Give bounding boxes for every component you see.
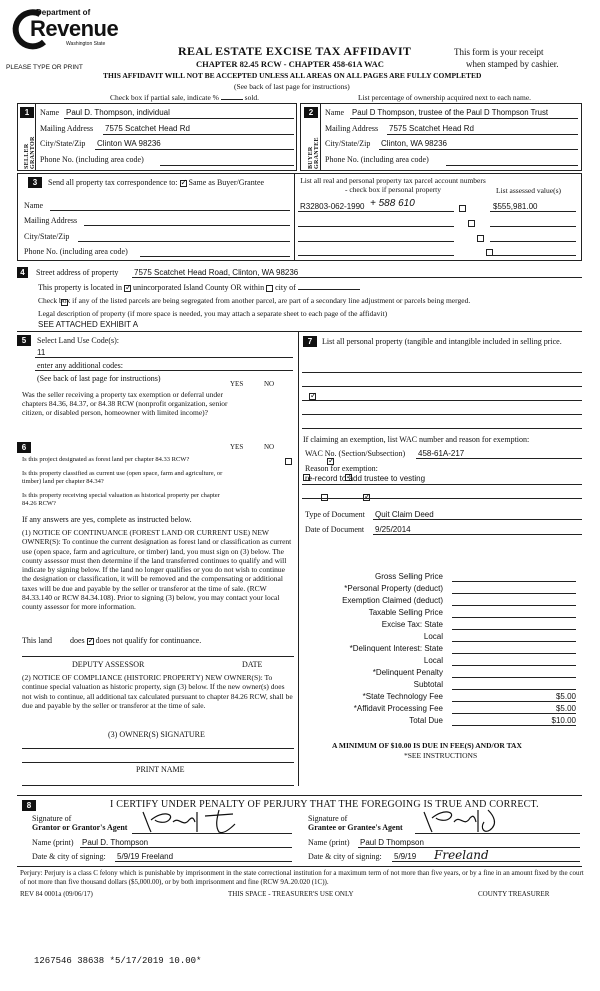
fee-row [300,620,588,631]
grantor-sig-label1: Signature of [32,814,72,823]
grantor-name-label: Name (print) [32,838,74,847]
seller-city-state-zip[interactable]: Clinton WA 98236 [97,139,161,148]
receipt-note-2: when stamped by cashier. [466,59,559,69]
s6-question-3: Is this property receiving special valuation as historical property per chapter 84.26 RCW? [22,492,220,507]
fee-value[interactable] [452,644,576,654]
additional-codes-label: enter any additional codes: [37,361,123,370]
section-8-number: 8 [22,800,36,811]
s1-phone-label: Phone No. (including area code) [40,155,144,164]
section-5-number: 5 [17,335,31,346]
fee-row [300,608,588,619]
grantor-signature[interactable] [135,808,245,834]
receipt-note-1: This form is your receipt [454,47,544,57]
logo-line3: Washington State [66,41,106,47]
assessed-value-1[interactable]: $555,981.00 [493,202,538,211]
warning-text: THIS AFFIDAVIT WILL NOT BE ACCEPTED UNLESS ALL AREAS ON ALL PAGES ARE FULLY COMPLETED [103,71,482,80]
grantee-city-handwritten: Freeland [434,848,489,862]
s5-yes-header: YES [230,380,244,388]
fee-label: Local [423,656,443,665]
parcel-header: List all real and personal property tax parcel account numbers - check box if personal property [300,176,486,194]
same-as-buyer-text: Same as Buyer/Grantee [188,178,265,187]
ownership-note: List percentage of ownership acquired next to each name. [358,93,532,102]
personal-property-checkbox-3[interactable] [477,235,484,242]
reason-label: Reason for exemption: [305,464,378,473]
doc-type-label: Type of Document [305,510,365,519]
grantor-print-name[interactable]: Paul D. Thompson [82,838,149,847]
city-of-blank[interactable] [298,289,360,290]
section-6-number: 6 [17,442,31,453]
located-text-b: unincorporated Island County OR within [132,283,265,292]
section-7-number: 7 [303,336,317,347]
street-label: Street address of property [36,268,119,277]
land-use-code[interactable]: 11 [37,348,46,357]
grantor-sig-label2: Grantor or Grantor's Agent [32,823,128,832]
fee-value[interactable]: $5.00 [452,704,576,714]
s6-yes-header: YES [230,443,244,451]
s5-no-header: NO [264,380,275,388]
please-type: PLEASE TYPE OR PRINT [6,64,83,71]
personal-property-checkbox-2[interactable] [468,220,475,227]
fee-row [300,644,588,655]
form-title: REAL ESTATE EXCISE TAX AFFIDAVIT [178,44,412,58]
grantee-sig-label1: Signature of [308,814,348,823]
fee-value[interactable] [452,572,576,582]
s2-name-label: Name [325,108,345,117]
parcel-number-1[interactable]: R32803-062-1990 [300,202,365,211]
doc-date-label: Date of Document [305,525,365,534]
certify-statement: I CERTIFY UNDER PENALTY OF PERJURY THAT THE FOREGOING IS TRUE AND CORRECT. [110,799,539,810]
fee-value[interactable]: $10.00 [452,716,576,726]
section-4-number: 4 [17,267,28,278]
print-name-label: PRINT NAME [136,765,185,774]
grantee-name-label: Name (print) [308,838,350,847]
county-treasurer: COUNTY TREASURER [478,890,550,898]
buyer-city-state-zip[interactable]: Clinton, WA 98236 [381,139,447,148]
buyer-name[interactable]: Paul D Thompson, trustee of the Paul D Thompson Trust [352,108,549,117]
fee-label: *State Technology Fee [362,692,443,701]
seller-grantor-label: SELLER GRANTOR [24,136,36,169]
partial-sale-text: Check box if partial sale, indicate % [110,93,219,102]
segregated-text: Check box if any of the listed parcels are being segregated from another parcel, are part of a secondary line adjustment or parcels being merged. [38,296,471,305]
grantee-sig-label2: Grantee or Grantee's Agent [308,823,403,832]
within-city-checkbox[interactable] [266,285,273,292]
fee-value[interactable] [452,620,576,630]
fee-row [300,668,588,679]
partial-sale-label [110,93,259,102]
recording-stamp: 1267546 38638 *5/17/2019 10.00* [34,956,202,966]
exemption-claim-label: If claiming an exemption, list WAC number and reason for exemption: [303,435,530,444]
fee-value[interactable] [452,596,576,606]
fee-row [300,596,588,607]
fee-value[interactable] [452,668,576,678]
fee-row [300,656,588,667]
section-3-number: 3 [28,177,42,188]
grantee-print-name[interactable]: Paul D Thompson [360,838,424,847]
send-correspondence-label [48,178,264,187]
section-2-number: 2 [304,107,318,118]
located-line [38,283,360,292]
partial-sale-blank[interactable] [221,99,243,100]
fee-label: *Delinquent Penalty [372,668,443,677]
parcel-handwritten-note: + 588 610 [370,198,415,209]
minimum-due: A MINIMUM OF $10.00 IS DUE IN FEE(S) AND/OR TAX [332,741,522,750]
dor-logo [8,6,118,66]
grantor-date-label: Date & city of signing: [32,852,106,861]
form-subtitle: CHAPTER 82.45 RCW - CHAPTER 458-61A WAC [196,59,384,69]
this-land-text: This land [22,636,52,645]
logo-line1: Department of [36,8,91,17]
personal-property-label: List all personal property (tangible and intangible included in selling price. [322,337,562,346]
fee-row [300,680,588,691]
continuance-line [22,636,201,645]
perjury-notice: Perjury: Perjury is a class C felony which is punishable by imprisonment in the state correctional institution for a maximum term of not more than five years, or by a fine in an amount fixed by the court of not more than five thousand dollars ($5,000.00), or by both imprisonment and fine (RCW 9A.20.020 (1C)). [20,869,584,886]
fee-value[interactable] [452,680,576,690]
seller-mailing-address[interactable]: 7575 Scatchet Head Rd [105,124,190,133]
fee-value[interactable] [452,584,576,594]
s2-city-label: City/State/Zip [325,139,371,148]
grantor-date-city[interactable]: 5/9/19 Freeland [117,852,174,861]
located-text-a: This property is located in [38,283,122,292]
fee-label: Local [423,632,443,641]
exemption-question: Was the seller receiving a property tax exemption or deferral under chapters 84.36, 84.37, or 84.38 RCW (nonprofit organization, senior citizen, or disabled person, homeowner with limited income)? [22,390,228,417]
fee-row [300,692,588,703]
s1-mailing-label: Mailing Address [40,124,94,133]
form-number: REV 84 0001a (09/06/17) [20,890,93,898]
s6-date-label: DATE [242,660,263,669]
s3-city-label: City/State/Zip [24,232,70,241]
grantee-date[interactable]: 5/9/19 [394,852,417,861]
s1-city-label: City/State/Zip [40,139,86,148]
fee-label: *Affidavit Processing Fee [353,704,443,713]
treasurer-space: THIS SPACE - TREASURER'S USE ONLY [228,890,354,898]
personal-property-checkbox-1[interactable] [459,205,466,212]
property-street-address[interactable]: 7575 Scatchet Head Road, Clinton, WA 98236 [134,268,299,277]
wac-label: WAC No. (Section/Subsection) [305,449,406,458]
s6-q1-yes[interactable] [285,458,292,465]
fee-label: Taxable Selling Price [368,608,443,617]
s6-question-2: Is this property classified as current use (open space, farm and agriculture, or timber) land per chapter 84.34? [22,470,223,485]
wac-number[interactable]: 458-61A-217 [418,449,465,458]
fee-row [300,704,588,715]
see-instructions: *SEE INSTRUCTIONS [404,751,478,760]
does-not-text: does not [95,636,123,645]
fee-row [300,572,588,583]
legal-description[interactable]: SEE ATTACHED EXHIBIT A [38,320,139,329]
deputy-assessor-label: DEPUTY ASSESSOR [72,660,145,669]
notice-of-continuance: (1) NOTICE OF CONTINUANCE (FOREST LAND OR CURRENT USE) NEW OWNER(S): To continue the current designation as forest land or classification as current use (open space, farm and agriculture, or timber) land, you must sign on (3) below. The county assessor must then determine if the land transferred continues to qualify and will indicate by signing below. If the land no longer qualifies or you do not wish to continue the designation or classification, it will be removed and the compensating or additional taxes will be due and payable by the seller or transferor at the time of sale. (RCW 84.33.140 or RCW 84.34.108). Prior to signing (3) below, you may contact your local county assessor for more information. [22,528,292,612]
exemption-reason[interactable]: re-record to add trustee to vesting [305,474,426,483]
buyer-mailing-address[interactable]: 7575 Scatchet Head Rd [389,124,474,133]
fee-label: *Personal Property (deduct) [344,584,443,593]
legal-desc-label: Legal description of property (if more space is needed, you may attach a separate sheet to each page of the affidavit) [38,309,388,318]
does-not-checkbox[interactable] [87,638,94,645]
assessed-header: List assessed value(s) [496,186,561,195]
s1-name-label: Name [40,108,60,117]
s6-question-1: Is this project designated as forest land per chapter 84.33 RCW? [22,456,190,463]
fee-label: Exemption Claimed (deduct) [342,596,443,605]
document-type[interactable]: Quit Claim Deed [375,510,434,519]
fee-label: Subtotal [413,680,443,689]
fee-value[interactable] [452,632,576,642]
qualify-text: qualify for continuance. [124,636,202,645]
partial-sale-sold: sold. [244,93,260,102]
fee-label: Excise Tax: State [381,620,443,629]
document-date[interactable]: 9/25/2014 [375,525,411,534]
s3-phone-label: Phone No. (including area code) [24,247,128,256]
fee-row [300,584,588,595]
s2-mailing-label: Mailing Address [325,124,379,133]
s3-mailing-label: Mailing Address [24,216,78,225]
grantee-signature[interactable] [418,806,518,834]
fee-label: Total Due [409,716,443,725]
seller-name[interactable]: Paul D. Thompson, individual [66,108,170,117]
s3-name-label: Name [24,201,44,210]
see-back-note: (See back of last page for instructions) [234,82,350,91]
notice-of-compliance: (2) NOTICE OF COMPLIANCE (HISTORIC PROPERTY) NEW OWNER(S): To continue special valuation as historic property, sign (3) below. If the new owner(s) does not wish to continue, all additional tax calculated pursuant to chapter 84.26 RCW, shall be due and payable by the seller or transferor at the time of sale. [22,673,293,710]
fee-value[interactable] [452,656,576,666]
section-1-number: 1 [20,107,34,118]
owner-signature-label: (3) OWNER(S) SIGNATURE [108,730,205,739]
send-correspondence-text: Send all property tax correspondence to: [48,178,178,187]
grantee-date-label: Date & city of signing: [308,852,382,861]
fee-value[interactable]: $5.00 [452,692,576,702]
unincorporated-checkbox[interactable] [124,285,131,292]
fee-row [300,716,588,727]
buyer-grantee-label: BUYER GRANTEE [308,137,320,169]
fee-label: Gross Selling Price [374,572,443,581]
s2-phone-label: Phone No. (including area code) [325,155,429,164]
if-any-yes: If any answers are yes, complete as instructed below. [22,515,192,524]
s6-no-header: NO [264,443,275,451]
fee-row [300,632,588,643]
same-as-buyer-checkbox[interactable] [180,180,187,187]
s5-no-checkbox[interactable] [309,393,316,400]
fee-value[interactable] [452,608,576,618]
fee-label: *Delinquent Interest: State [349,644,443,653]
does-text: does [70,636,85,645]
s5-see-back: (See back of last page for instructions) [37,374,161,383]
logo-line2: Revenue [30,16,119,41]
land-use-label: Select Land Use Code(s): [37,336,119,345]
located-text-c: city of [275,283,296,292]
